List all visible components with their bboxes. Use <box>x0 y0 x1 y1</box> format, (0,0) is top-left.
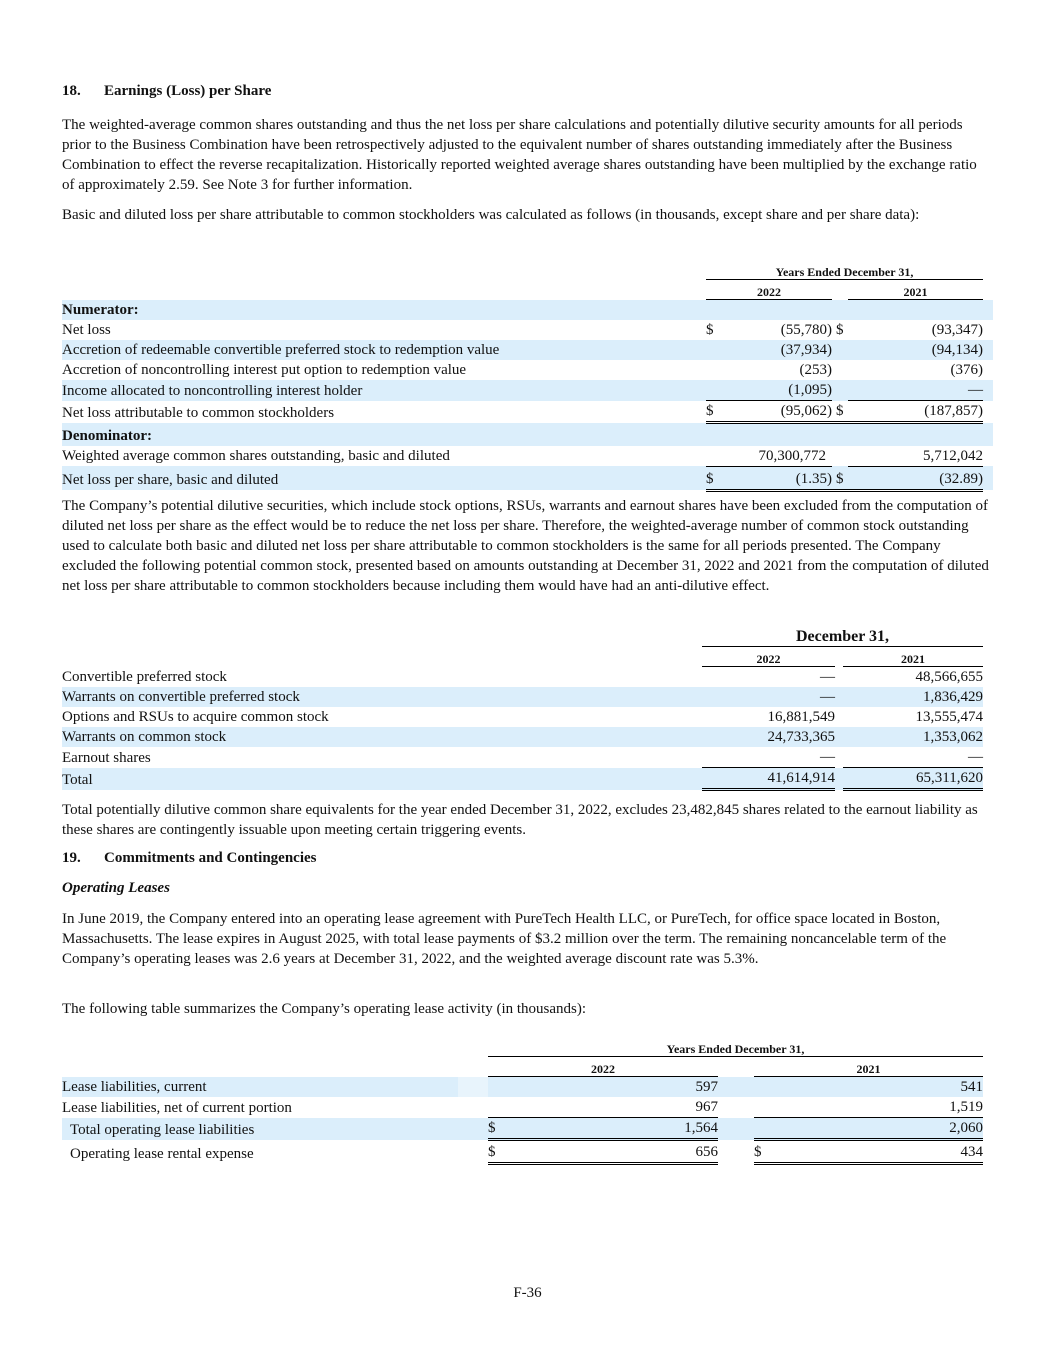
table-row <box>62 380 993 401</box>
value-2022: 656 <box>504 1140 718 1164</box>
table-row <box>62 727 983 747</box>
table-row <box>62 360 993 380</box>
row-label: Accretion of redeemable convertible preferred stock to redemption value <box>62 340 694 360</box>
table-row <box>62 667 983 688</box>
dollar-sign: $ <box>836 322 844 338</box>
numerator-label: Numerator: <box>62 300 694 321</box>
value-2021: 2,060 <box>770 1118 983 1140</box>
value-2022: 1,564 <box>504 1118 718 1140</box>
value-2022: — <box>702 687 835 707</box>
paragraph-loss-per-share-intro: Basic and diluted loss per share attributable to common stockholders was calculated as follows (in thousands, except share and per share data): <box>62 207 920 223</box>
paragraph-exchange-ratio: The weighted-average common shares outstanding and thus the net loss per share calculations and potentially dilutive security amounts for all periods prior to the Business Combination have been retrospectively adjusted to the equivalent number of shares outstanding immediately after the Business Combination to effect the reverse recapitalization. Historically reported weighted average shares outstanding have been multiplied by the exchange ratio of approximately 2.59. See Note 3 for further information. <box>62 117 977 193</box>
value-2021: 13,555,474 <box>915 709 983 725</box>
value-2022: (37,934) <box>722 340 832 360</box>
row-label: Net loss attributable to common stockholders <box>62 404 335 421</box>
value-2021: 1,519 <box>770 1097 983 1118</box>
row-label: Accretion of noncontrolling interest put option to redemption value <box>62 362 467 378</box>
section-title: Commitments and Contingencies <box>104 850 317 866</box>
value-2022: (1.35) <box>722 466 832 490</box>
row-label: Total operating lease liabilities <box>62 1118 458 1140</box>
denominator-label: Denominator: <box>62 423 694 446</box>
table-row <box>62 300 993 321</box>
row-label: Convertible preferred stock <box>62 669 227 685</box>
table-row <box>62 466 993 490</box>
table-row <box>62 747 983 768</box>
value-2021: (376) <box>950 362 983 378</box>
paragraph-dilutive-securities: The Company’s potential dilutive securities, which include stock options, RSUs, warrants and earnout shares have been excluded from the computation of diluted net loss per share as the effect would be to reduce the net loss per share. Therefore, the weighted-average number of common stock outstanding used to calculate both basic and diluted net loss per share attributable to common stockholders is the same for all periods presented. The Company excluded the following potential common stock, presented based on amounts outstanding at December 31, 2022 and 2021 from the computation of diluted net loss per share attributable to common stockholders because including them would have had an anti-dilutive effect. <box>62 498 989 594</box>
row-label: Earnout shares <box>62 749 151 766</box>
dollar-sign: $ <box>488 1140 504 1164</box>
table-row <box>62 340 993 360</box>
value-2021: 1,836,429 <box>843 687 983 707</box>
table-row <box>62 401 993 423</box>
value-2021: — <box>858 380 983 401</box>
dollar-sign: $ <box>832 466 848 490</box>
row-label: Lease liabilities, net of current portion <box>62 1099 292 1116</box>
table1-col-2021: 2021 <box>848 279 983 300</box>
row-label: Weighted average common shares outstanding, basic and diluted <box>62 448 450 464</box>
row-label: Income allocated to noncontrolling interest holder <box>62 380 694 401</box>
paragraph-lease-table-intro: The following table summarizes the Company’s operating lease activity (in thousands): <box>62 1001 587 1017</box>
value-2021: (94,134) <box>858 340 983 360</box>
dilutive-securities-table <box>62 626 983 791</box>
value-2022: — <box>702 747 835 768</box>
table1-header: Years Ended December 31, <box>706 259 983 279</box>
section-18-heading <box>62 83 271 100</box>
row-label: Warrants on convertible preferred stock <box>62 687 702 707</box>
value-2022: (253) <box>799 362 832 378</box>
value-2022: 597 <box>504 1077 718 1098</box>
operating-leases-subheading: Operating Leases <box>62 880 170 896</box>
table3-col-2021: 2021 <box>754 1056 983 1077</box>
value-2022: 967 <box>504 1097 718 1118</box>
table1-col-2022: 2022 <box>706 279 832 300</box>
row-label: Warrants on common stock <box>62 727 702 747</box>
paragraph-earnout-exclusion: Total potentially dilutive common share equivalents for the year ended December 31, 2022, excludes 23,482,845 shares related to the earnout liability as these shares are contingently issuable upon meeting certain triggering events. <box>62 802 978 838</box>
value-2022: (55,780) <box>780 322 832 338</box>
row-label: Lease liabilities, current <box>62 1077 458 1098</box>
table-row <box>62 707 983 727</box>
table-row <box>62 320 993 340</box>
value-2021: 434 <box>770 1140 983 1164</box>
section-number: 18. <box>62 83 81 99</box>
value-2021: — <box>843 747 983 768</box>
operating-lease-table <box>62 1036 983 1165</box>
value-2022: (95,062) <box>722 401 832 423</box>
row-label: Net loss <box>62 322 111 338</box>
table2-col-2022: 2022 <box>702 646 835 667</box>
value-2021: (93,347) <box>931 322 983 338</box>
table-row <box>62 687 983 707</box>
row-label: Operating lease rental expense <box>70 1145 254 1162</box>
value-2022: 41,614,914 <box>702 768 835 790</box>
table3-header: Years Ended December 31, <box>488 1036 983 1056</box>
value-2021: (187,857) <box>858 401 983 423</box>
value-2022: 24,733,365 <box>702 727 835 747</box>
value-2022: 70,300,772 <box>722 446 832 467</box>
page-number: F-36 <box>513 1285 542 1301</box>
section-number: 19. <box>62 850 81 866</box>
value-2021: (32.89) <box>858 466 983 490</box>
dollar-sign: $ <box>488 1118 504 1140</box>
value-2021: 65,311,620 <box>843 768 983 790</box>
table-row <box>62 1118 983 1140</box>
row-label: Total <box>62 768 702 790</box>
section-title: Earnings (Loss) per Share <box>104 83 272 99</box>
dollar-sign: $ <box>706 401 722 423</box>
table-row <box>62 1140 983 1164</box>
loss-per-share-table <box>62 259 993 492</box>
paragraph-lease-agreement: In June 2019, the Company entered into an operating lease agreement with PureTech Health LLC, or PureTech, for office space located in Boston, Massachusetts. The lease expires in August 2025, with total lease payments of $3.2 million over the term. The remaining noncancelable term of the Company’s operating leases was 2.6 years at December 31, 2022, and the weighted average discount rate was 5.3%. <box>62 911 947 967</box>
table-row <box>62 446 993 467</box>
table3-col-2022: 2022 <box>488 1056 718 1077</box>
row-label: Options and RSUs to acquire common stock <box>62 709 329 725</box>
table-row <box>62 768 983 790</box>
dollar-sign: $ <box>832 401 848 423</box>
section-19-heading <box>62 850 317 867</box>
value-2022: (1,095) <box>722 380 832 401</box>
table-row <box>62 423 993 446</box>
table2-col-2021: 2021 <box>843 646 983 667</box>
table-row <box>62 1077 983 1098</box>
table2-header: December 31, <box>702 626 983 646</box>
value-2021: 48,566,655 <box>915 669 983 685</box>
table-row <box>62 1097 983 1118</box>
value-2021: 541 <box>770 1077 983 1098</box>
dollar-sign: $ <box>706 466 722 490</box>
value-2021: 5,712,042 <box>858 446 983 467</box>
row-label: Net loss per share, basic and diluted <box>62 466 694 490</box>
value-2022: — <box>820 669 835 685</box>
dollar-sign: $ <box>706 322 714 338</box>
dollar-sign: $ <box>754 1140 770 1164</box>
value-2021: 1,353,062 <box>843 727 983 747</box>
value-2022: 16,881,549 <box>767 709 835 725</box>
